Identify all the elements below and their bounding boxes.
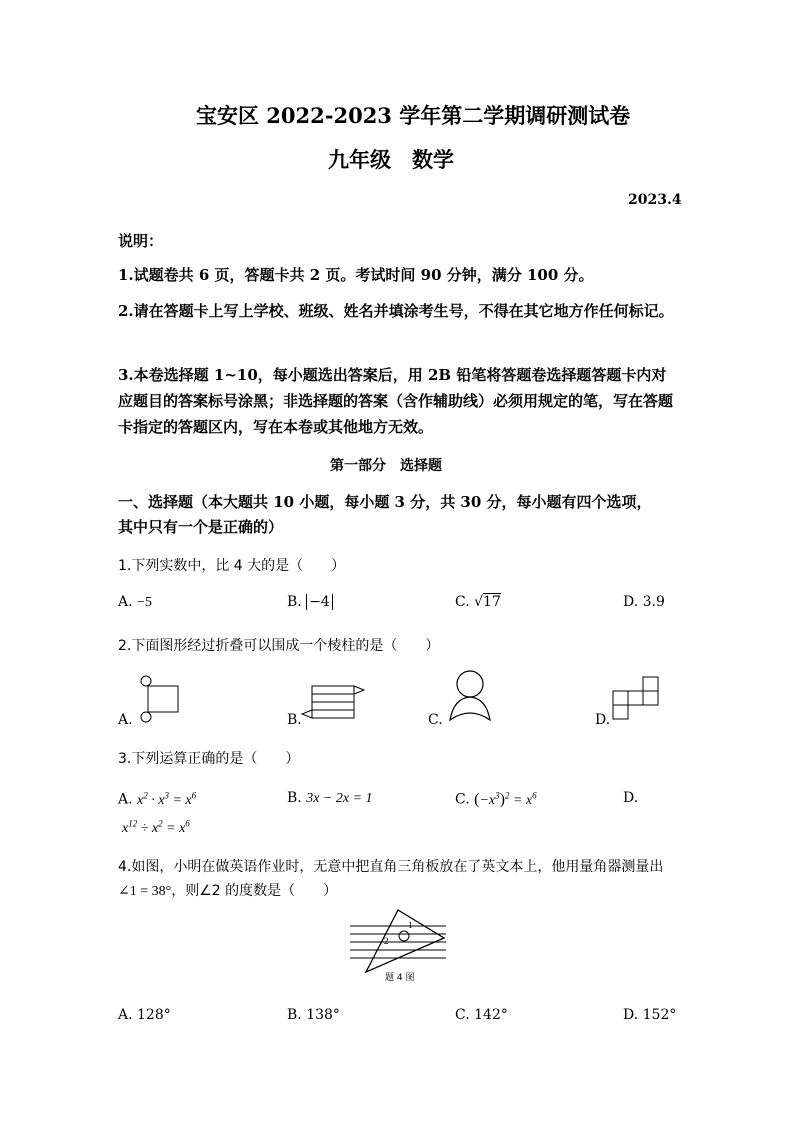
q4-option-d-label: D. bbox=[623, 1007, 639, 1023]
q3-option-c-expr: $(-x^3)^2 = x^6$ bbox=[474, 790, 537, 808]
q1-option-b bbox=[287, 594, 333, 610]
q4-option-a-label: A. bbox=[118, 1007, 133, 1023]
q3-option-d-label: D. bbox=[623, 790, 639, 806]
q4-angle-expr: ∠1 = 38° bbox=[118, 884, 172, 899]
q4-angle-1-label: 1 bbox=[408, 920, 413, 930]
q4-option-c bbox=[455, 1007, 508, 1023]
q1-option-a-value: −5 bbox=[137, 595, 152, 610]
q1-option-d-value: 3.9 bbox=[642, 594, 665, 610]
q2-figure-d bbox=[613, 676, 661, 720]
part1-title: 第一部分 选择题 bbox=[330, 458, 442, 474]
q1-option-d-label: D. bbox=[623, 594, 639, 610]
q4-stem-tail: ，则∠2 的度数是（ ） bbox=[171, 883, 338, 899]
q1-option-d bbox=[623, 594, 665, 610]
q4-stem-line2 bbox=[118, 880, 337, 900]
q3-stem: 3.下列运算正确的是（ ） bbox=[118, 751, 300, 767]
q2-option-b-label: B. bbox=[287, 712, 302, 728]
q1-option-c bbox=[455, 594, 501, 610]
section-heading-line1: 一、选择题（本大题共 10 小题，每小题 3 分，共 30 分，每小题有四个选项， bbox=[118, 493, 652, 511]
q3-option-b-expr: 3x − 2x = 1 bbox=[306, 791, 373, 806]
q4-option-c-label: C. bbox=[455, 1007, 470, 1023]
q4-option-b-label: B. bbox=[287, 1007, 302, 1023]
q1-option-a bbox=[118, 594, 152, 611]
q1-option-a-label: A. bbox=[118, 594, 133, 610]
exam-date: 2023.4 bbox=[628, 192, 682, 208]
q1-option-c-value: 17 bbox=[483, 594, 501, 610]
q3-option-c bbox=[455, 790, 537, 809]
exam-title: 宝安区 2022-2023 学年第二学期调研测试卷 bbox=[196, 103, 631, 128]
q3-option-c-label: C. bbox=[455, 791, 470, 808]
section-heading-line2: 其中只有一个是正确的） bbox=[118, 518, 284, 536]
q4-angle-2-label: 2 bbox=[384, 936, 389, 946]
sqrt-icon: √ bbox=[474, 594, 484, 610]
q4-option-d-value: 152° bbox=[642, 1007, 677, 1023]
q4-option-b-value: 138° bbox=[306, 1007, 340, 1023]
q2-option-c-label: C. bbox=[428, 712, 443, 728]
q1-option-b-value: −4 bbox=[306, 594, 333, 610]
q3-option-b bbox=[287, 790, 373, 807]
instructions-heading: 说明： bbox=[118, 232, 164, 250]
q2-figure-b bbox=[302, 684, 366, 720]
q4-figure bbox=[348, 908, 448, 976]
q3-option-a-label: A. bbox=[118, 791, 133, 808]
exam-subtitle: 九年级 数学 bbox=[328, 147, 454, 172]
q2-figure-a bbox=[138, 676, 182, 724]
instruction-item-3: 3.本卷选择题 1~10，每小题选出答案后，用 2B 铅笔将答题卷选择题答题卡内对应题目的答案标号涂黑；非选择题的答案（含作辅助线）必须用规定的笔，写在答题卡指定的答题区内，写在本卷或其他地方无效。 bbox=[118, 366, 674, 436]
q4-option-a-value: 128° bbox=[137, 1007, 171, 1023]
q4-option-b bbox=[287, 1007, 340, 1023]
q1-stem: 1.下列实数中，比 4 大的是（ ） bbox=[118, 558, 346, 574]
q4-option-d bbox=[623, 1007, 676, 1023]
q2-stem: 2.下面图形经过折叠可以围成一个棱柱的是（ ） bbox=[118, 638, 440, 654]
q4-option-c-value: 142° bbox=[474, 1007, 508, 1023]
q2-option-a-label: A. bbox=[118, 712, 133, 728]
instruction-item-1: 1.试题卷共 6 页，答题卡共 2 页。考试时间 90 分钟，满分 100 分。 bbox=[118, 266, 594, 284]
instruction-item-2: 2.请在答题卡上写上学校、班级、姓名并填涂考生号，不得在其它地方作任何标记。 bbox=[118, 302, 674, 320]
q3-option-a bbox=[118, 790, 196, 809]
q4-stem-line1: 4.如图，小明在做英语作业时，无意中把直角三角板放在了英文本上，他用量角器测量出 bbox=[118, 859, 664, 875]
q3-option-a-expr: $x^2 \cdot x^3 = x^6$ bbox=[137, 790, 197, 808]
q4-option-a bbox=[118, 1007, 171, 1023]
q3-option-b-label: B. bbox=[287, 790, 302, 806]
q4-figure-caption: 题 4 图 bbox=[385, 973, 415, 983]
q3-option-d-expr: $x^{12} \div x^2 = x^6$ bbox=[122, 818, 190, 836]
q2-option-d-label: D. bbox=[595, 712, 611, 728]
q1-option-b-label: B. bbox=[287, 594, 302, 610]
q2-figure-c bbox=[448, 670, 492, 722]
q1-option-c-label: C. bbox=[455, 594, 470, 610]
